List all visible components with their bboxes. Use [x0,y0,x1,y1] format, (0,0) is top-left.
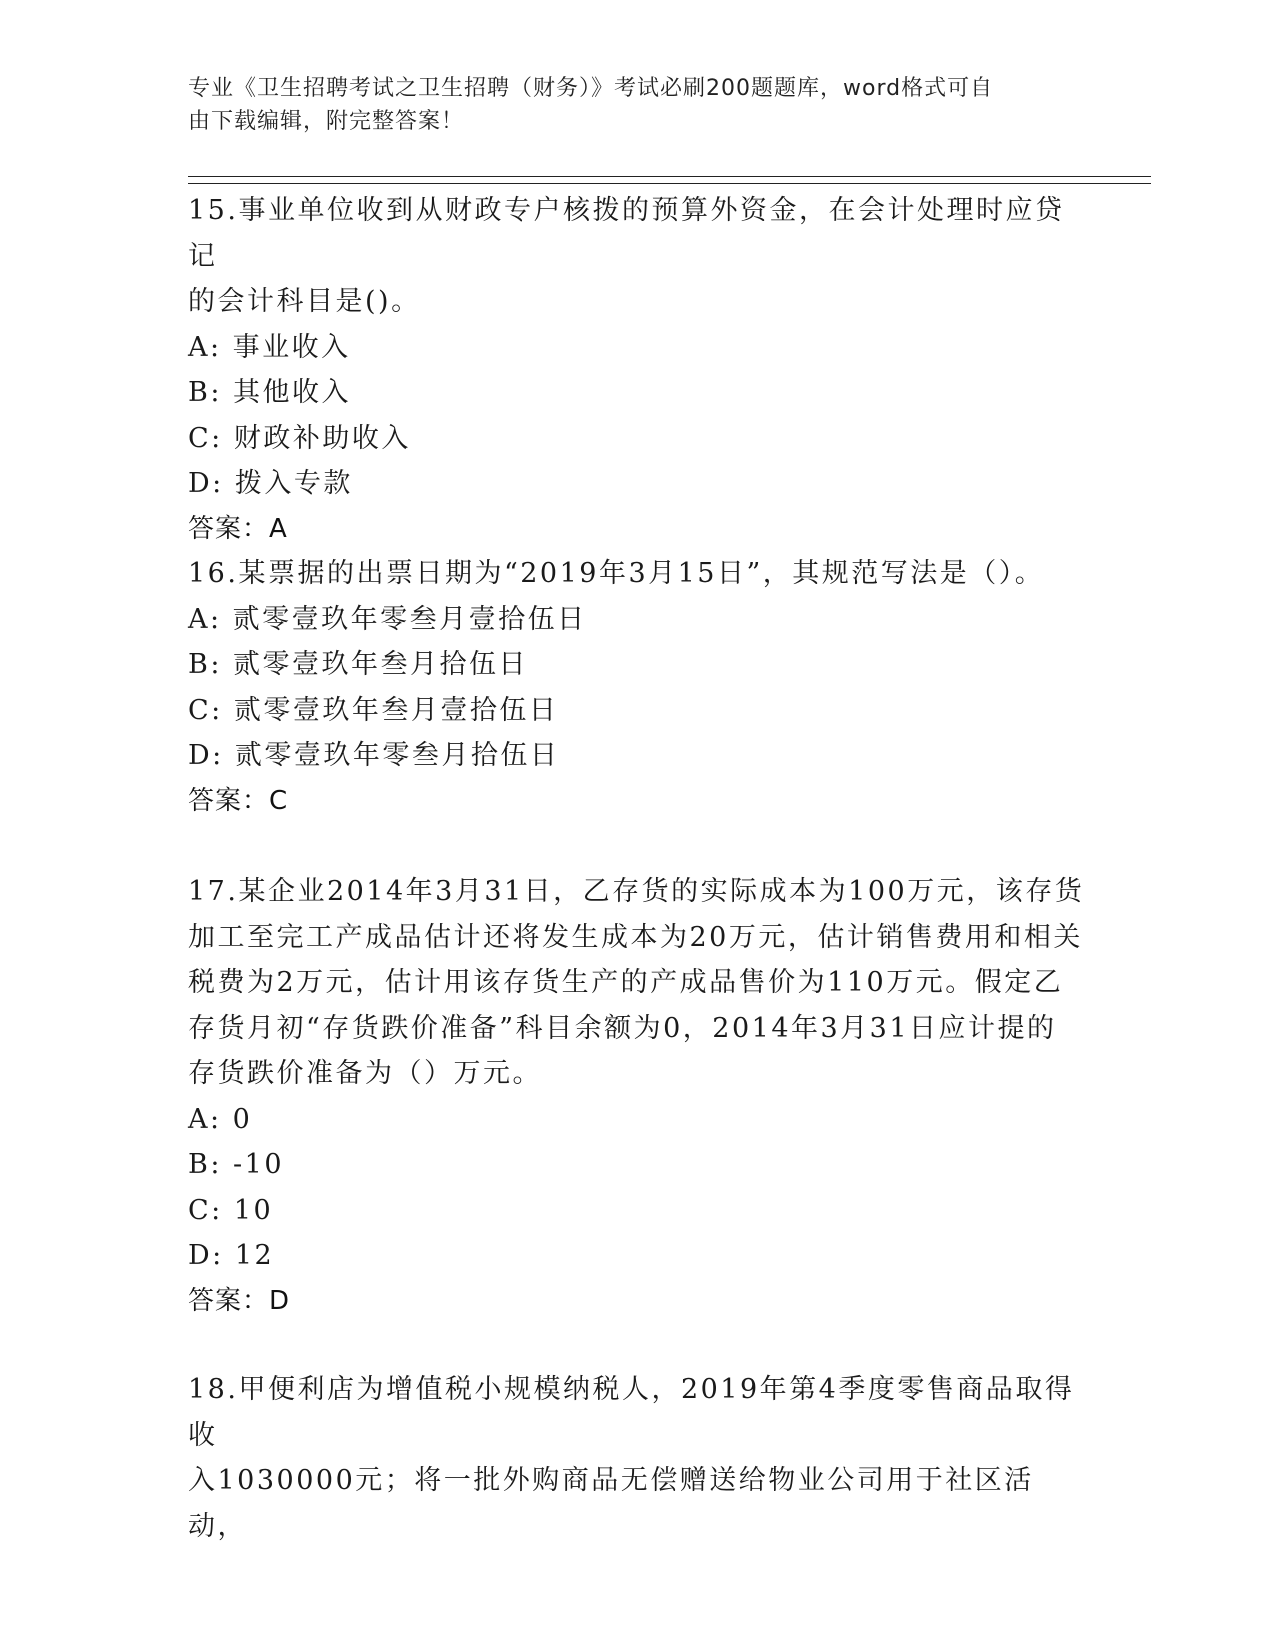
option-c: C: 贰零壹玖年叁月壹拾伍日 [188,694,559,726]
answer-line: 答案：A [188,513,288,544]
question-text-line: 税费为2万元，估计用该存货生产的产成品售价为110万元。假定乙 [188,967,1064,998]
header-divider-top [188,176,1151,177]
question-text-line: 17.某企业2014年3月31日，乙存货的实际成本为100万元，该存货 [188,876,1085,907]
answer-line: 答案：C [188,785,289,816]
option-b: B: 其他收入 [188,377,352,408]
option-d: D: 拨入专款 [188,468,353,499]
question-17 [188,869,1088,1324]
option-b: B: -10 [188,1149,284,1180]
document-header [188,72,1088,138]
question-text-line: 15.事业单位收到从财政专户核拨的预算外资金，在会计处理时应贷记 [188,195,1065,272]
answer-line: 答案：D [188,1285,291,1316]
option-b: B: 贰零壹玖年叁月拾伍日 [188,649,529,680]
question-text-line: 入1030000元；将一批外购商品无偿赠送给物业公司用于社区活动， [188,1465,1034,1542]
option-a: A: 贰零壹玖年零叁月壹拾伍日 [188,603,587,635]
question-text-line: 加工至完工产成品估计还将发生成本为20万元，估计销售费用和相关 [188,921,1083,953]
option-d: D: 12 [188,1240,275,1271]
question-text-line: 存货跌价准备为（）万元。 [188,1058,542,1089]
question-text-line: 18.甲便利店为增值税小规模纳税人，2019年第4季度零售商品取得收 [188,1374,1075,1451]
question-text-line: 的会计科目是()。 [188,286,421,317]
question-text-line: 存货月初“存货跌价准备”科目余额为0，2014年3月31日应计提的 [188,1012,1057,1044]
option-d: D: 贰零壹玖年零叁月拾伍日 [188,740,560,771]
question-15 [188,188,1088,552]
header-divider-bottom [188,183,1151,184]
option-a: A: 事业收入 [188,331,351,363]
option-c: C: 10 [188,1194,274,1226]
option-a: A: 0 [188,1103,253,1135]
header-line-1: 专业《卫生招聘考试之卫生招聘（财务）》考试必刷200题题库，word格式可自 [188,76,994,101]
option-c: C: 财政补助收入 [188,422,411,454]
question-18 [188,1367,1088,1549]
question-16 [188,551,1088,824]
question-text-line: 16.某票据的出票日期为“2019年3月15日”，其规范写法是（）。 [188,558,1045,589]
header-line-2: 由下载编辑，附完整答案！ [188,109,465,134]
